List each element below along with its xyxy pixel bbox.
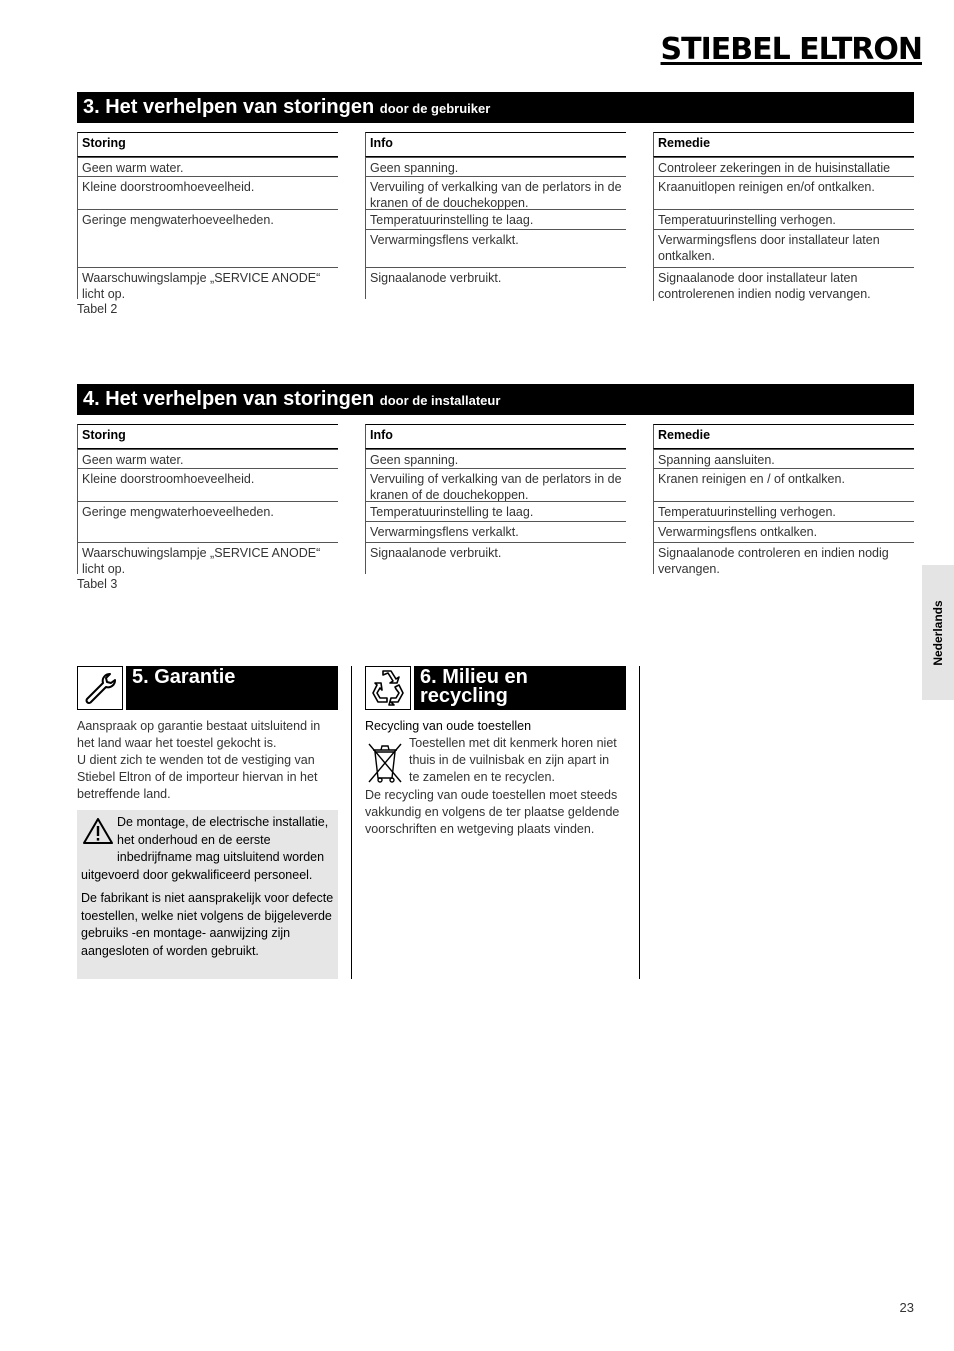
warning-triangle-icon — [83, 818, 113, 850]
recycling-text-2: De recycling van oude toestellen moet steeds vakkundig en volgens de ter plaatse geldende voorschriften en wetgeving plaats vinden. — [365, 788, 620, 836]
table-3-header-info: Info — [365, 424, 626, 449]
table-3-cell: Verwarmingsflens ontkalken. — [653, 521, 914, 542]
section-4-subtitle: door de installateur — [379, 393, 501, 408]
language-tab — [922, 565, 954, 700]
recycling-heading: Recycling van oude toestellen — [365, 719, 532, 733]
section-6-title — [414, 666, 626, 710]
table-3-cell: Signaalanode controleren en indien nodig vervangen. — [653, 542, 914, 574]
warning-text-2: De fabrikant is niet aansprakelijk voor defecte toestellen, welke niet volgens de bijgeleverde gebruiks -en montage- aanwijzing zijn aangesloten of worden gebruikt. — [81, 891, 334, 958]
table-3-header-storing: Storing — [77, 424, 338, 449]
column-divider — [639, 666, 640, 979]
table-2-caption: Tabel 2 — [77, 302, 118, 316]
table-3-cell: Temperatuurinstelling te laag. — [365, 501, 626, 521]
table-2-cell: Kraanuitlopen reinigen en/of ontkalken. — [653, 176, 914, 209]
language-tab-label: Nederlands — [931, 599, 945, 666]
section-5-body — [77, 718, 339, 803]
crossed-bin-icon — [365, 740, 405, 789]
table-2-cell: Kleine doorstroomhoeveelheid. — [77, 176, 338, 209]
warning-text-1: De montage, de electrische installatie, het onderhoud en de eerste inbedrijfname mag uitsluitend worden uitgevoerd door gekwalificeerd personeel. — [81, 815, 329, 882]
warning-box — [77, 810, 338, 979]
table-2-cell: Verwarmingsflens verkalkt. — [365, 229, 626, 267]
table-3-cell: Spanning aansluiten. — [653, 449, 914, 468]
section-4-header — [77, 384, 914, 415]
section-3-title: 3. Het verhelpen van storingen — [83, 96, 375, 118]
table-3-cell: Waarschuwingslampje „SERVICE ANODE“ licht op. — [77, 542, 338, 574]
table-2-header-storing: Storing — [77, 132, 338, 157]
table-2-cell: Verwarmingsflens door installateur laten ontkalken. — [653, 229, 914, 267]
table-3-cell: Temperatuurinstelling verhogen. — [653, 501, 914, 521]
table-3-cell: Kleine doorstroomhoeveelheid. — [77, 468, 338, 501]
table-2-cell: Geen spanning. — [365, 157, 626, 176]
table-3-cell: Vervuiling of verkalking van de perlators in de kranen of de douchekoppen. — [365, 468, 626, 501]
table-3-header-remedie: Remedie — [653, 424, 914, 449]
table-2-header-remedie: Remedie — [653, 132, 914, 157]
table-3-cell: Verwarmingsflens verkalkt. — [365, 521, 626, 542]
table-2-cell: Signaalanode door installateur laten controlerenen indien nodig vervangen. — [653, 267, 914, 301]
table-3-cell: Kranen reinigen en / of ontkalken. — [653, 468, 914, 501]
section-3-header — [77, 92, 914, 123]
table-3-caption: Tabel 3 — [77, 577, 118, 591]
table-3-cell: Geen warm water. — [77, 449, 338, 468]
wrench-icon — [77, 666, 123, 710]
table-2-cell: Signaalanode verbruikt. — [365, 267, 626, 299]
section-6-title-line2: recycling — [420, 685, 508, 707]
table-2-cell: Temperatuurinstelling verhogen. — [653, 209, 914, 229]
garantie-text-2: U dient zich te wenden tot de vestiging van Stiebel Eltron of de importeur hiervan in het betreffende land. — [77, 753, 318, 801]
table-2-cell: Waarschuwingslampje „SERVICE ANODE“ licht op. — [77, 267, 338, 299]
table-2-cell: Temperatuurinstelling te laag. — [365, 209, 626, 229]
column-divider — [351, 666, 352, 979]
table-3-cell: Geringe mengwaterhoeveelheden. — [77, 501, 338, 542]
brand-logo: STIEBEL ELTRON — [660, 32, 922, 67]
recycling-text-1: Toestellen met dit kenmerk horen niet thuis in de vuilnisbak en zijn apart in te zamelen en te recyclen. — [409, 736, 617, 784]
table-2-cell: Geen warm water. — [77, 157, 338, 176]
table-2-header-info: Info — [365, 132, 626, 157]
table-3-cell: Signaalanode verbruikt. — [365, 542, 626, 574]
table-2-cell: Controleer zekeringen in de huisinstallatie — [653, 157, 914, 176]
garantie-text-1: Aanspraak op garantie bestaat uitsluitend in het land waar het toestel gekocht is. — [77, 719, 321, 750]
section-3-subtitle: door de gebruiker — [379, 101, 491, 116]
section-4-title: 4. Het verhelpen van storingen — [83, 388, 375, 410]
recycle-icon — [365, 666, 411, 710]
section-5-title: 5. Garantie — [126, 666, 338, 710]
page-number: 23 — [899, 1300, 914, 1315]
table-2-cell: Vervuiling of verkalking van de perlators in de kranen of de douchekoppen. — [365, 176, 626, 209]
section-6-title-line1: 6. Milieu en — [420, 666, 528, 688]
table-2-cell: Geringe mengwaterhoeveelheden. — [77, 209, 338, 267]
table-3-cell: Geen spanning. — [365, 449, 626, 468]
